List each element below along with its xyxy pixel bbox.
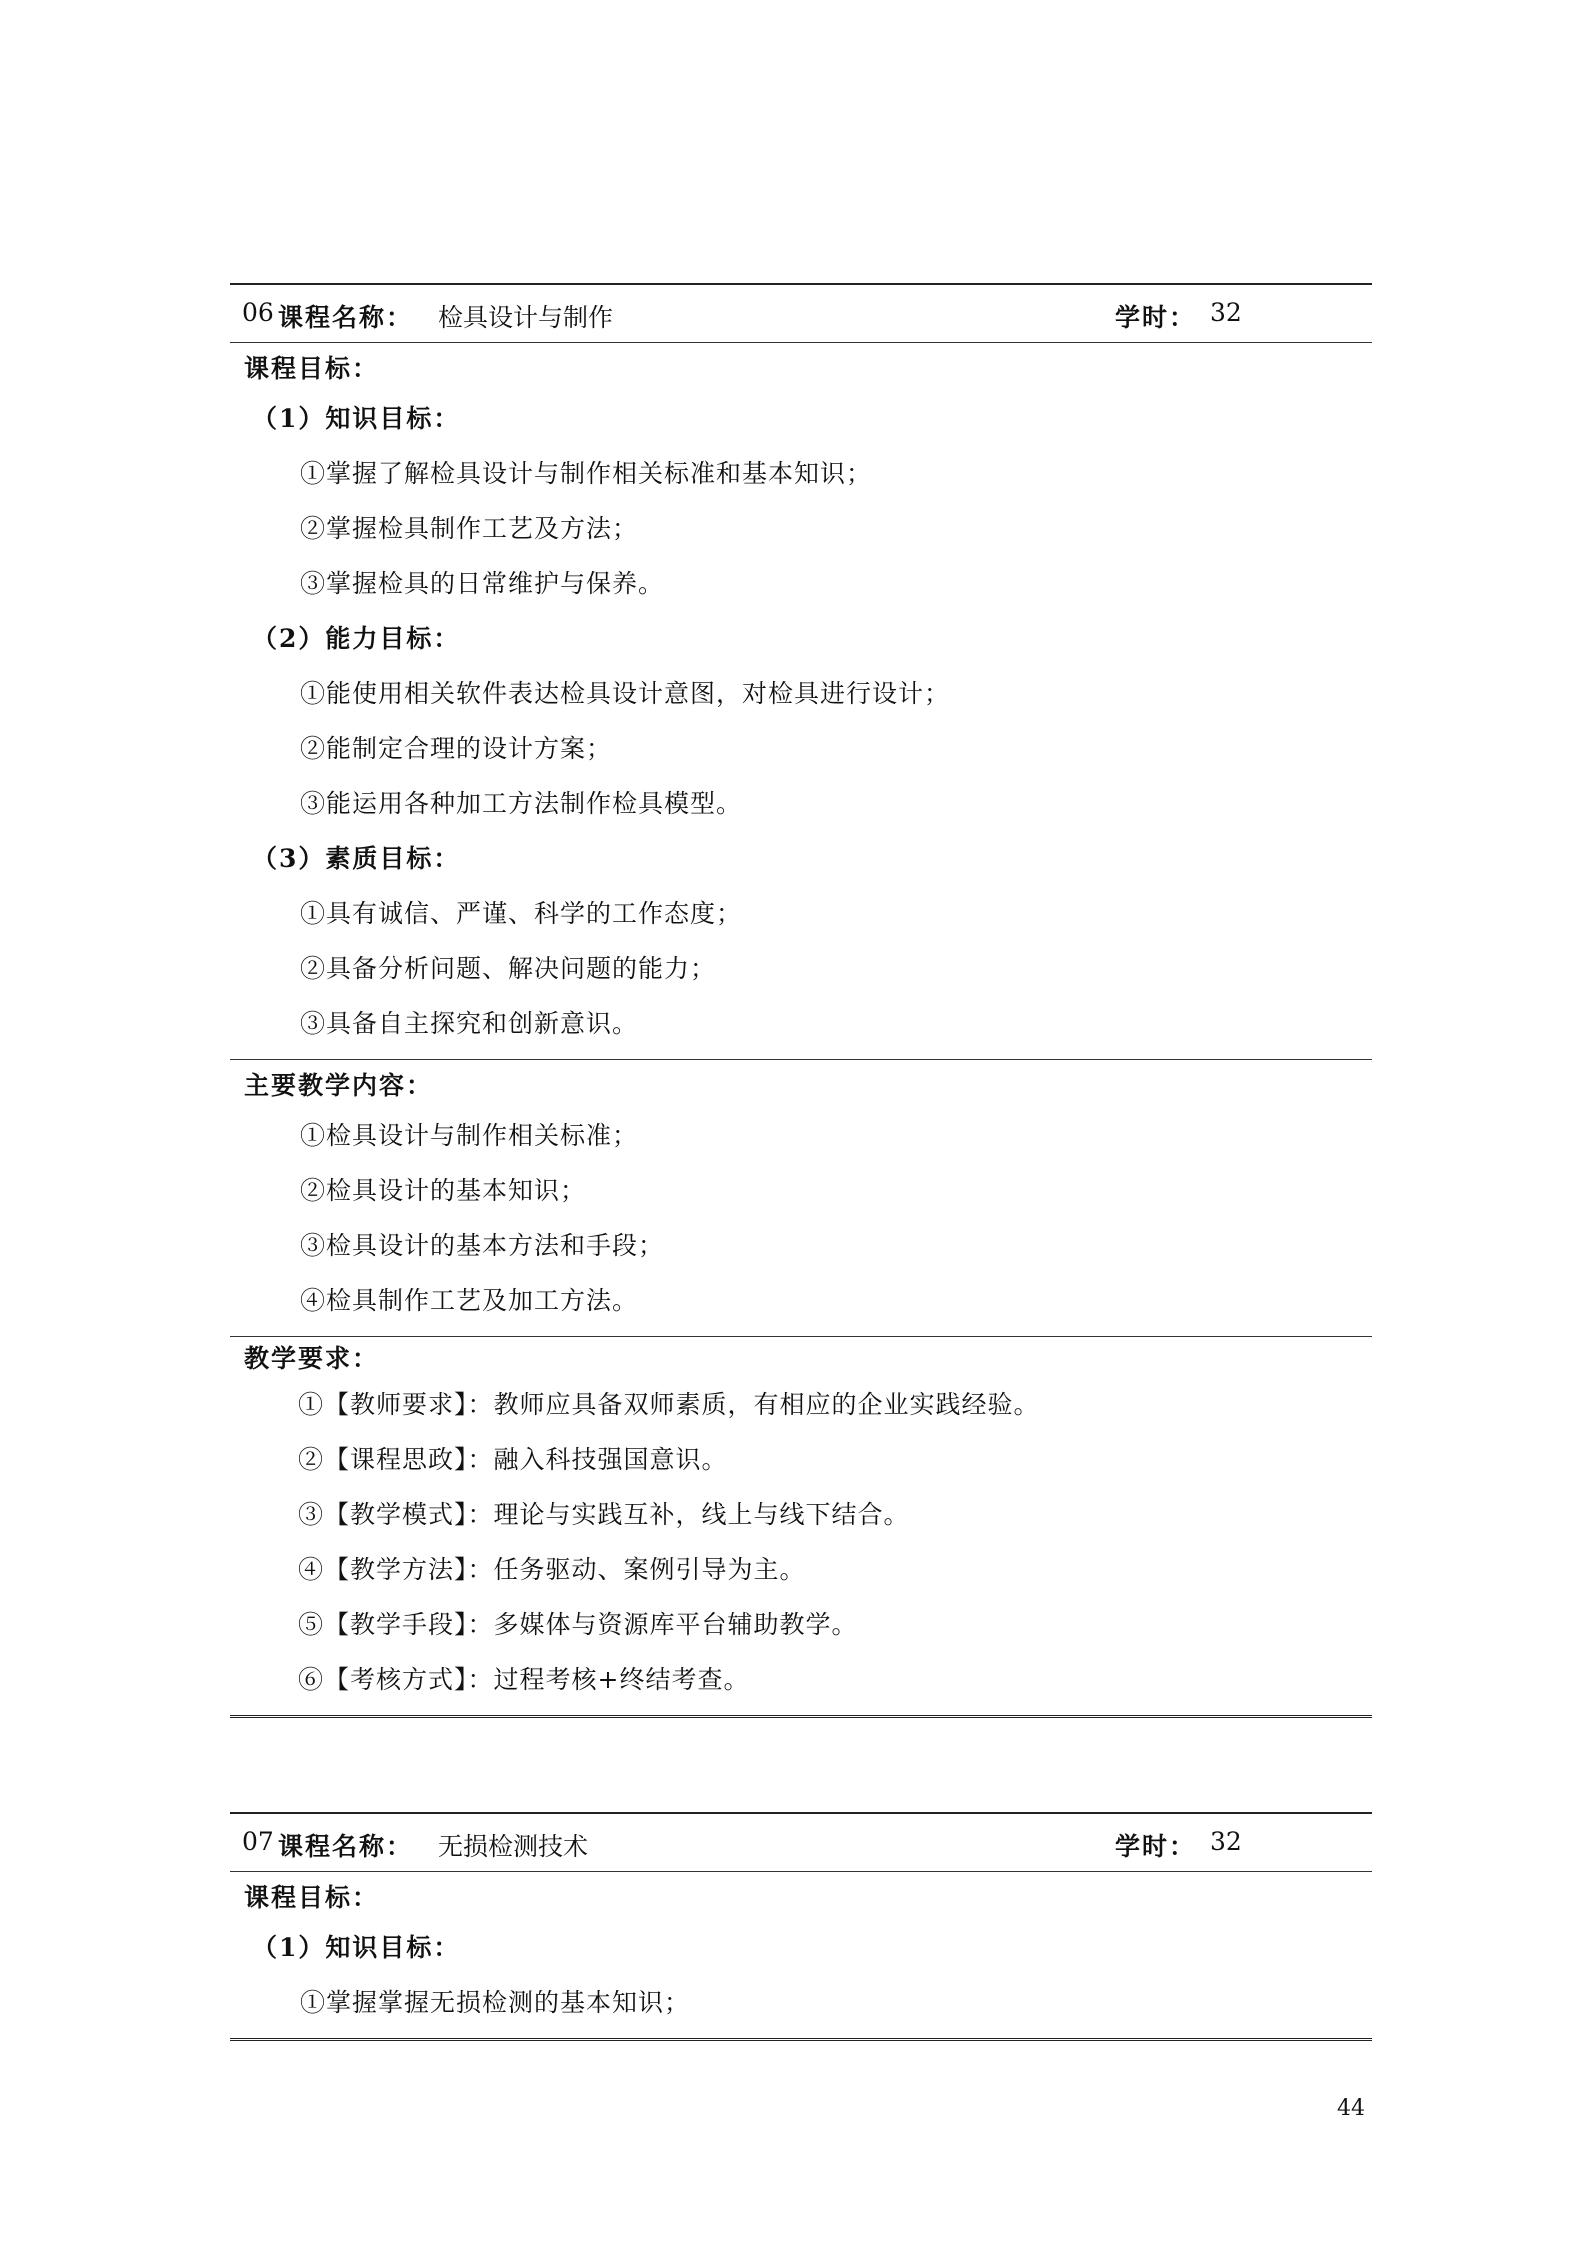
requirement-item: ①【教师要求】：教师应具备双师素质，有相应的企业实践经验。 — [298, 1390, 1040, 1419]
goals-title: 课程目标： — [244, 354, 380, 383]
knowledge-item: ①掌握了解检具设计与制作相关标准和基本知识； — [300, 459, 873, 488]
course-block-06 — [230, 283, 1372, 1718]
course-name-label: 课程名称： — [278, 1832, 414, 1861]
course-block-07 — [230, 1812, 1372, 2041]
content-item: ①检具设计与制作相关标准； — [300, 1121, 639, 1150]
requirement-item: ⑥【考核方式】：过程考核+终结考查。 — [298, 1665, 750, 1694]
ability-item: ②能制定合理的设计方案； — [300, 734, 613, 763]
knowledge-title: （1）知识目标： — [252, 1933, 461, 1962]
content-title: 主要教学内容： — [244, 1071, 434, 1100]
knowledge-title: （1）知识目标： — [252, 404, 461, 433]
knowledge-item: ③掌握检具的日常维护与保养。 — [300, 569, 665, 598]
quality-item: ③具备自主探究和创新意识。 — [300, 1009, 639, 1038]
goals-title: 课程目标： — [244, 1883, 380, 1912]
hours-value: 32 — [1210, 1827, 1242, 1856]
course-goals-section — [230, 1872, 1372, 2038]
content-item: ②检具设计的基本知识； — [300, 1176, 587, 1205]
course-number: 07 — [242, 1827, 274, 1856]
hours-value: 32 — [1210, 298, 1242, 327]
requirement-item: ⑤【教学手段】：多媒体与资源库平台辅助教学。 — [298, 1610, 858, 1639]
requirement-item: ③【教学模式】：理论与实践互补，线上与线下结合。 — [298, 1500, 910, 1529]
course-name: 无损检测技术 — [438, 1832, 589, 1861]
knowledge-item: ②掌握检具制作工艺及方法； — [300, 514, 639, 543]
course-name-label: 课程名称： — [278, 303, 414, 332]
quality-item: ②具备分析问题、解决问题的能力； — [300, 954, 717, 983]
hours-label: 学时： — [1115, 1832, 1197, 1861]
content-item: ③检具设计的基本方法和手段； — [300, 1231, 665, 1260]
teaching-content-section — [230, 1060, 1372, 1337]
course-number: 06 — [242, 298, 274, 327]
content-item: ④检具制作工艺及加工方法。 — [300, 1286, 639, 1315]
page-number: 44 — [1337, 2096, 1365, 2121]
course-goals-section — [230, 343, 1372, 1060]
quality-title: （3）素质目标： — [252, 844, 461, 873]
ability-item: ③能运用各种加工方法制作检具模型。 — [300, 789, 743, 818]
requirement-item: ②【课程思政】：融入科技强国意识。 — [298, 1445, 728, 1474]
ability-item: ①能使用相关软件表达检具设计意图，对检具进行设计； — [300, 679, 951, 708]
teaching-requirements-section — [230, 1337, 1372, 1715]
ability-title: （2）能力目标： — [252, 624, 461, 653]
quality-item: ①具有诚信、严谨、科学的工作态度； — [300, 899, 743, 928]
course-header — [230, 1814, 1372, 1872]
course-header — [230, 285, 1372, 343]
requirement-item: ④【教学方法】：任务驱动、案例引导为主。 — [298, 1555, 806, 1584]
knowledge-item: ①掌握掌握无损检测的基本知识； — [300, 1988, 691, 2017]
requirements-title: 教学要求： — [244, 1344, 380, 1373]
hours-label: 学时： — [1115, 303, 1197, 332]
course-name: 检具设计与制作 — [438, 303, 614, 332]
